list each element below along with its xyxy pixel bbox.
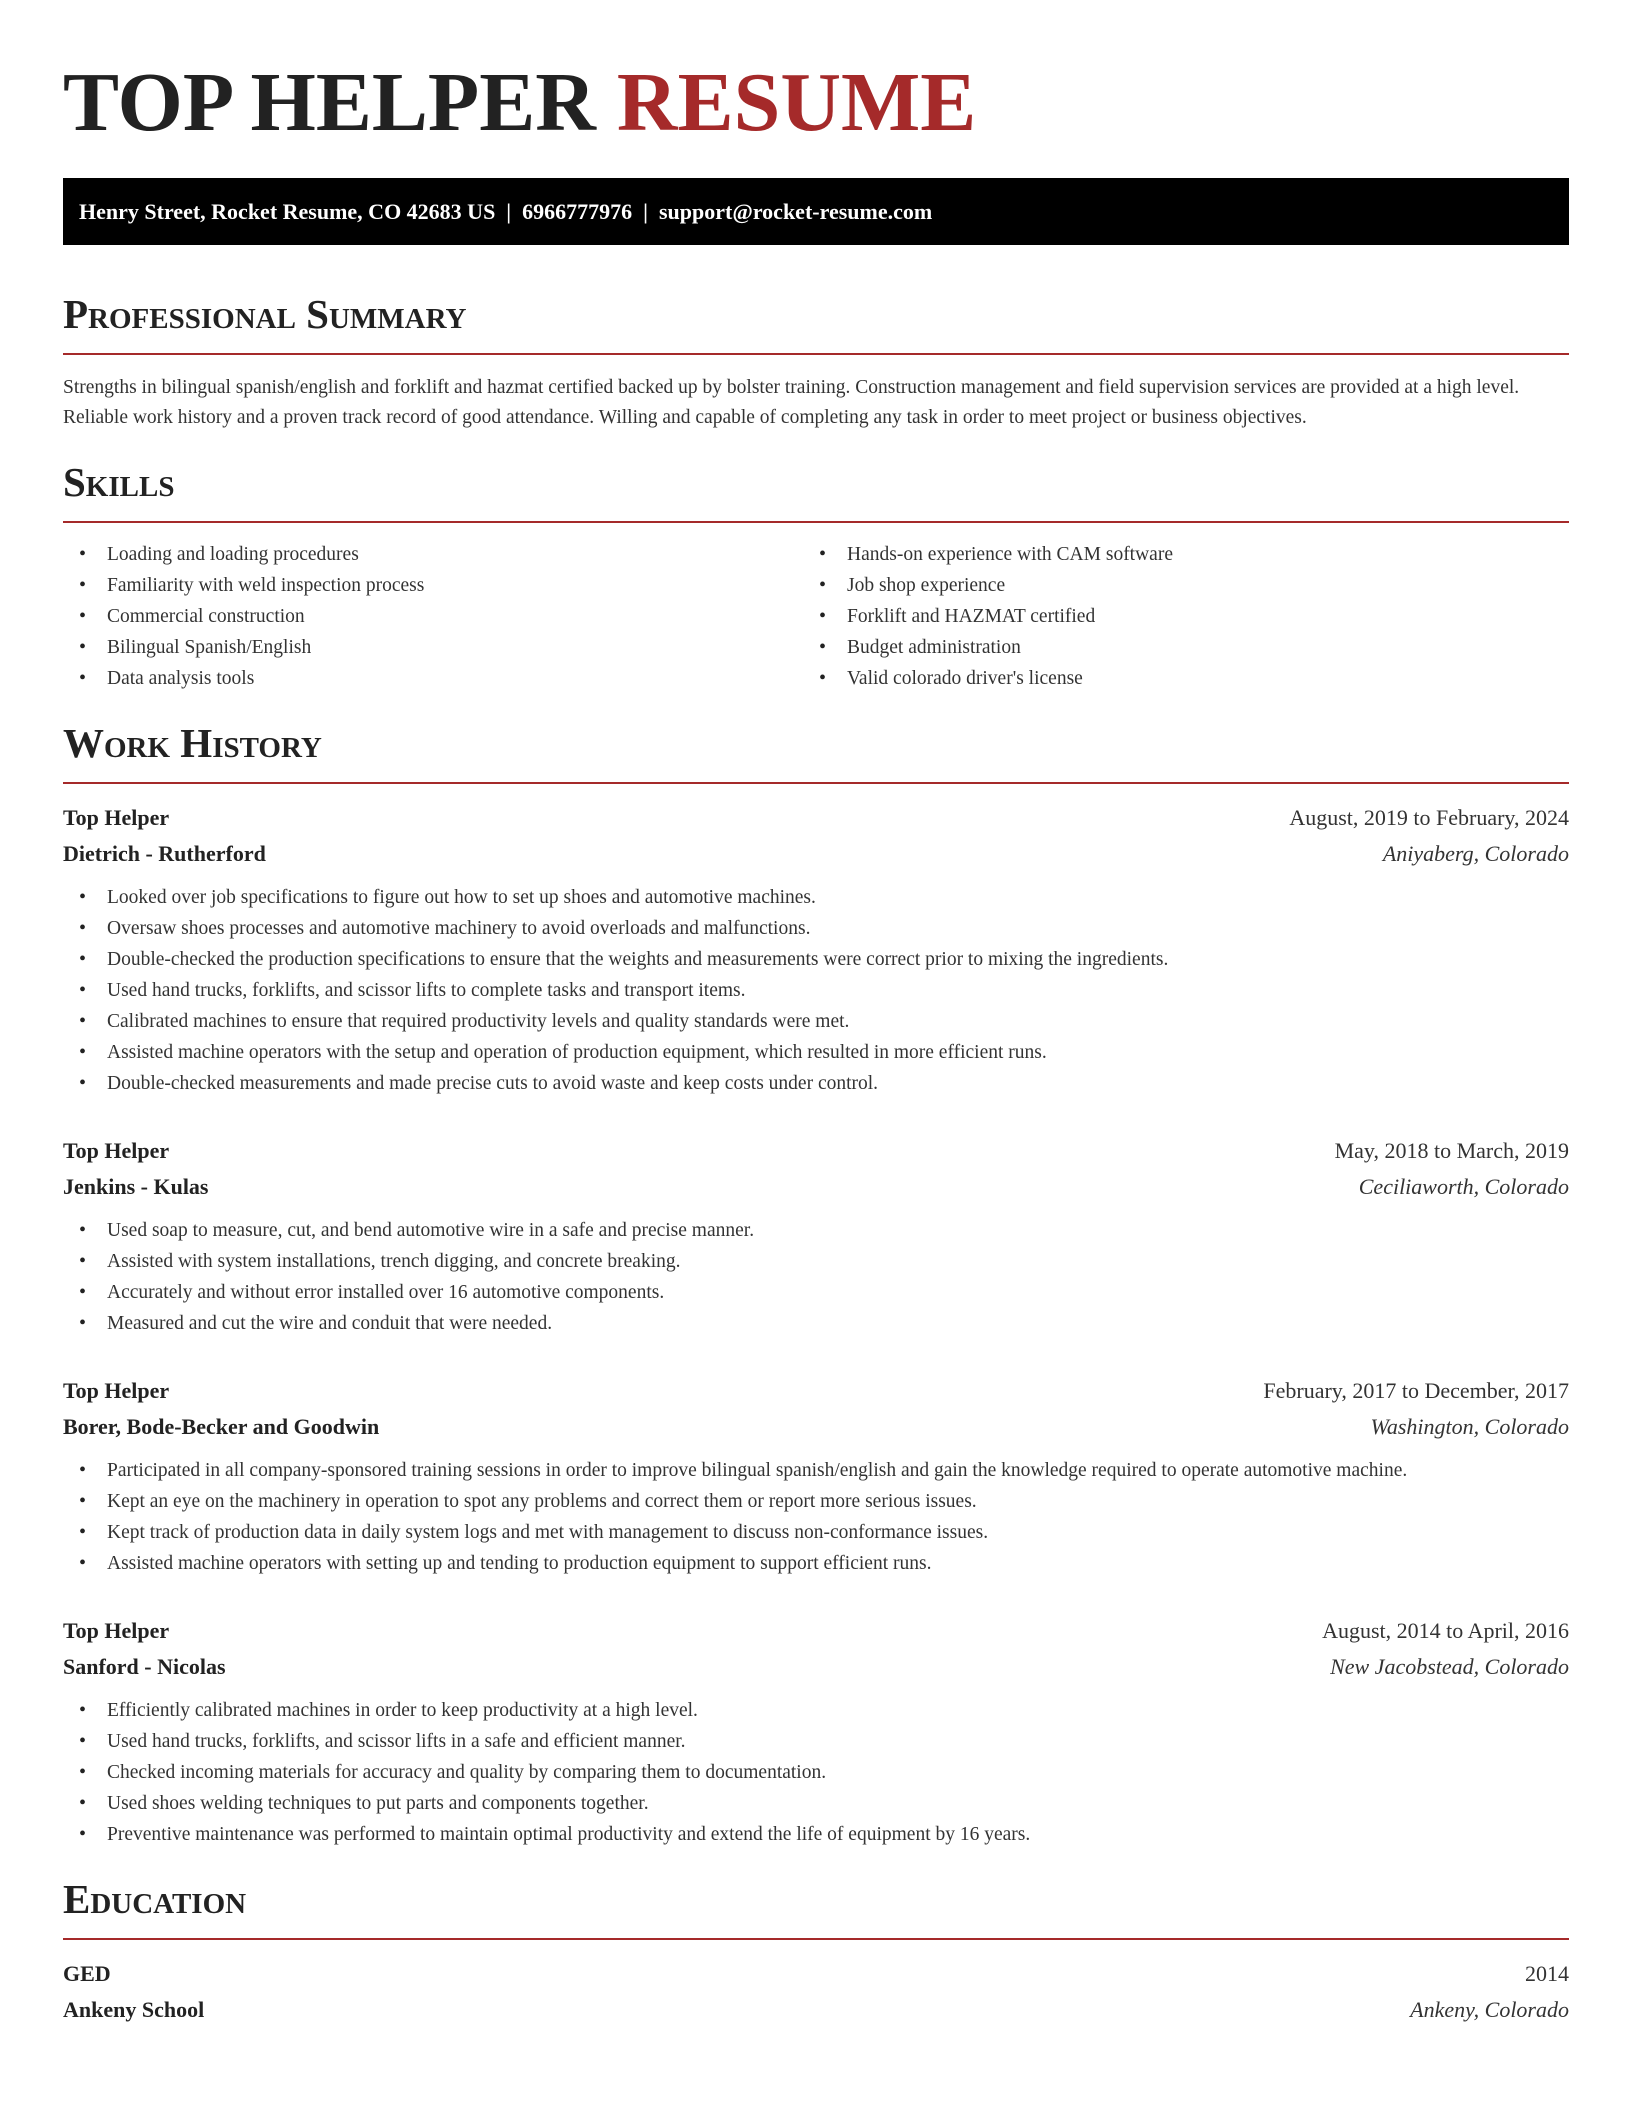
job-bullet: • Preventive maintenance was performed to maintain optimal productivity and extend the life of equipment by 16 years. — [63, 1819, 1569, 1850]
skill-item: • Valid colorado driver's license — [803, 663, 1543, 694]
job-role: Top Helper — [63, 805, 170, 830]
education-heading: Education — [63, 1876, 247, 1922]
job-location: New Jacobstead, Colorado — [1330, 1654, 1569, 1679]
skill-item: • Familiarity with weld inspection process — [63, 570, 803, 601]
job-entry — [63, 1133, 1569, 1339]
resume-name — [63, 0, 1569, 151]
skill-item: • Forklift and HAZMAT certified — [803, 601, 1543, 632]
job-bullet: • Used hand trucks, forklifts, and scissor lifts to complete tasks and transport items. — [63, 975, 1569, 1006]
skill-item: • Budget administration — [803, 632, 1543, 663]
job-title-row — [63, 800, 1569, 836]
job-bullet: • Kept track of production data in daily system logs and met with management to discuss non-conformance issues. — [63, 1517, 1569, 1548]
work-heading: Work History — [63, 720, 322, 766]
job-bullet: • Used shoes welding techniques to put parts and components together. — [63, 1788, 1569, 1819]
work-section — [63, 718, 1569, 1850]
job-company: Sanford - Nicolas — [63, 1654, 226, 1679]
education-degree-row — [63, 1956, 1569, 1992]
section-divider — [63, 353, 1569, 355]
job-company-row — [63, 1169, 1569, 1205]
skill-item: • Loading and loading procedures — [63, 539, 803, 570]
skill-item: • Bilingual Spanish/English — [63, 632, 803, 663]
contact-bar: Henry Street, Rocket Resume, CO 42683 US | 6966777976 | support@rocket-resume.com — [63, 178, 1569, 245]
education-location: Ankeny, Colorado — [1410, 1997, 1569, 2022]
job-bullet: • Used hand trucks, forklifts, and scissor lifts in a safe and efficient manner. — [63, 1726, 1569, 1757]
job-entry — [63, 1373, 1569, 1579]
job-bullet: • Double-checked measurements and made precise cuts to avoid waste and keep costs under control. — [63, 1068, 1569, 1099]
education-section — [63, 1874, 1569, 2028]
section-divider — [63, 1938, 1569, 1940]
job-bullet: • Used soap to measure, cut, and bend automotive wire in a safe and precise manner. — [63, 1215, 1569, 1246]
job-dates: August, 2019 to February, 2024 — [1289, 805, 1569, 830]
job-entry — [63, 800, 1569, 1099]
job-bullets — [63, 882, 1569, 1099]
summary-heading: Professional Summary — [63, 291, 467, 337]
job-bullet: • Assisted with system installations, trench digging, and concrete breaking. — [63, 1246, 1569, 1277]
job-bullet: • Kept an eye on the machinery in operation to spot any problems and correct them or report more serious issues. — [63, 1486, 1569, 1517]
skill-item: • Commercial construction — [63, 601, 803, 632]
job-company-row — [63, 836, 1569, 872]
job-company: Jenkins - Kulas — [63, 1174, 209, 1199]
skill-item: • Data analysis tools — [63, 663, 803, 694]
job-company: Borer, Bode-Becker and Goodwin — [63, 1414, 380, 1439]
job-entry — [63, 1613, 1569, 1850]
job-title-row — [63, 1373, 1569, 1409]
name-first: TOP HELPER — [63, 56, 596, 149]
job-bullets — [63, 1695, 1569, 1850]
summary-text: Strengths in bilingual spanish/english and forklift and hazmat certified backed up by bolster training. Construction management and field supervision services are provided at a high level. Reliable work history and a proven track record of good attendance. Willing and capable of completing any task in order to meet project or business objectives. — [63, 377, 1520, 428]
education-degree: GED — [63, 1961, 111, 1986]
job-company-row — [63, 1409, 1569, 1445]
skill-item: • Job shop experience — [803, 570, 1543, 601]
job-bullet: • Assisted machine operators with the setup and operation of production equipment, which resulted in more efficient runs. — [63, 1037, 1569, 1068]
skills-heading: Skills — [63, 459, 175, 505]
job-bullet: • Accurately and without error installed over 16 automotive components. — [63, 1277, 1569, 1308]
job-company-row — [63, 1649, 1569, 1685]
job-bullet: • Checked incoming materials for accuracy and quality by comparing them to documentation. — [63, 1757, 1569, 1788]
job-bullet: • Participated in all company-sponsored training sessions in order to improve bilingual spanish/english and gain the knowledge required to operate automotive machine. — [63, 1455, 1569, 1486]
job-title-row — [63, 1133, 1569, 1169]
skills-grid — [63, 539, 1569, 694]
job-bullet: • Calibrated machines to ensure that required productivity levels and quality standards were met. — [63, 1006, 1569, 1037]
skills-section — [63, 457, 1569, 694]
summary-section — [63, 289, 1569, 433]
job-location: Ceciliaworth, Colorado — [1358, 1174, 1569, 1199]
education-school-row — [63, 1992, 1569, 2028]
job-dates: May, 2018 to March, 2019 — [1334, 1138, 1569, 1163]
education-school: Ankeny School — [63, 1997, 205, 2022]
job-dates: August, 2014 to April, 2016 — [1322, 1618, 1569, 1643]
job-bullet: • Oversaw shoes processes and automotive machinery to avoid overloads and malfunctions. — [63, 913, 1569, 944]
skills-list-right — [803, 539, 1543, 694]
job-title-row — [63, 1613, 1569, 1649]
job-location: Aniyaberg, Colorado — [1382, 841, 1569, 866]
job-bullets — [63, 1215, 1569, 1339]
job-bullet: • Double-checked the production specifications to ensure that the weights and measurements were correct prior to mixing the ingredients. — [63, 944, 1569, 975]
job-bullet: • Efficiently calibrated machines in order to keep productivity at a high level. — [63, 1695, 1569, 1726]
section-divider — [63, 782, 1569, 784]
job-bullet: • Looked over job specifications to figure out how to set up shoes and automotive machines. — [63, 882, 1569, 913]
job-role: Top Helper — [63, 1618, 170, 1643]
education-entry — [63, 1956, 1569, 2028]
education-year: 2014 — [1525, 1961, 1569, 1986]
job-company: Dietrich - Rutherford — [63, 841, 266, 866]
job-role: Top Helper — [63, 1378, 170, 1403]
skills-list-left — [63, 539, 803, 694]
job-bullets — [63, 1455, 1569, 1579]
job-bullet: • Measured and cut the wire and conduit that were needed. — [63, 1308, 1569, 1339]
job-bullet: • Assisted machine operators with setting up and tending to production equipment to support efficient runs. — [63, 1548, 1569, 1579]
name-last: RESUME — [616, 56, 977, 149]
job-dates: February, 2017 to December, 2017 — [1263, 1378, 1569, 1403]
job-role: Top Helper — [63, 1138, 170, 1163]
section-divider — [63, 521, 1569, 523]
skill-item: • Hands-on experience with CAM software — [803, 539, 1543, 570]
job-location: Washington, Colorado — [1370, 1414, 1569, 1439]
